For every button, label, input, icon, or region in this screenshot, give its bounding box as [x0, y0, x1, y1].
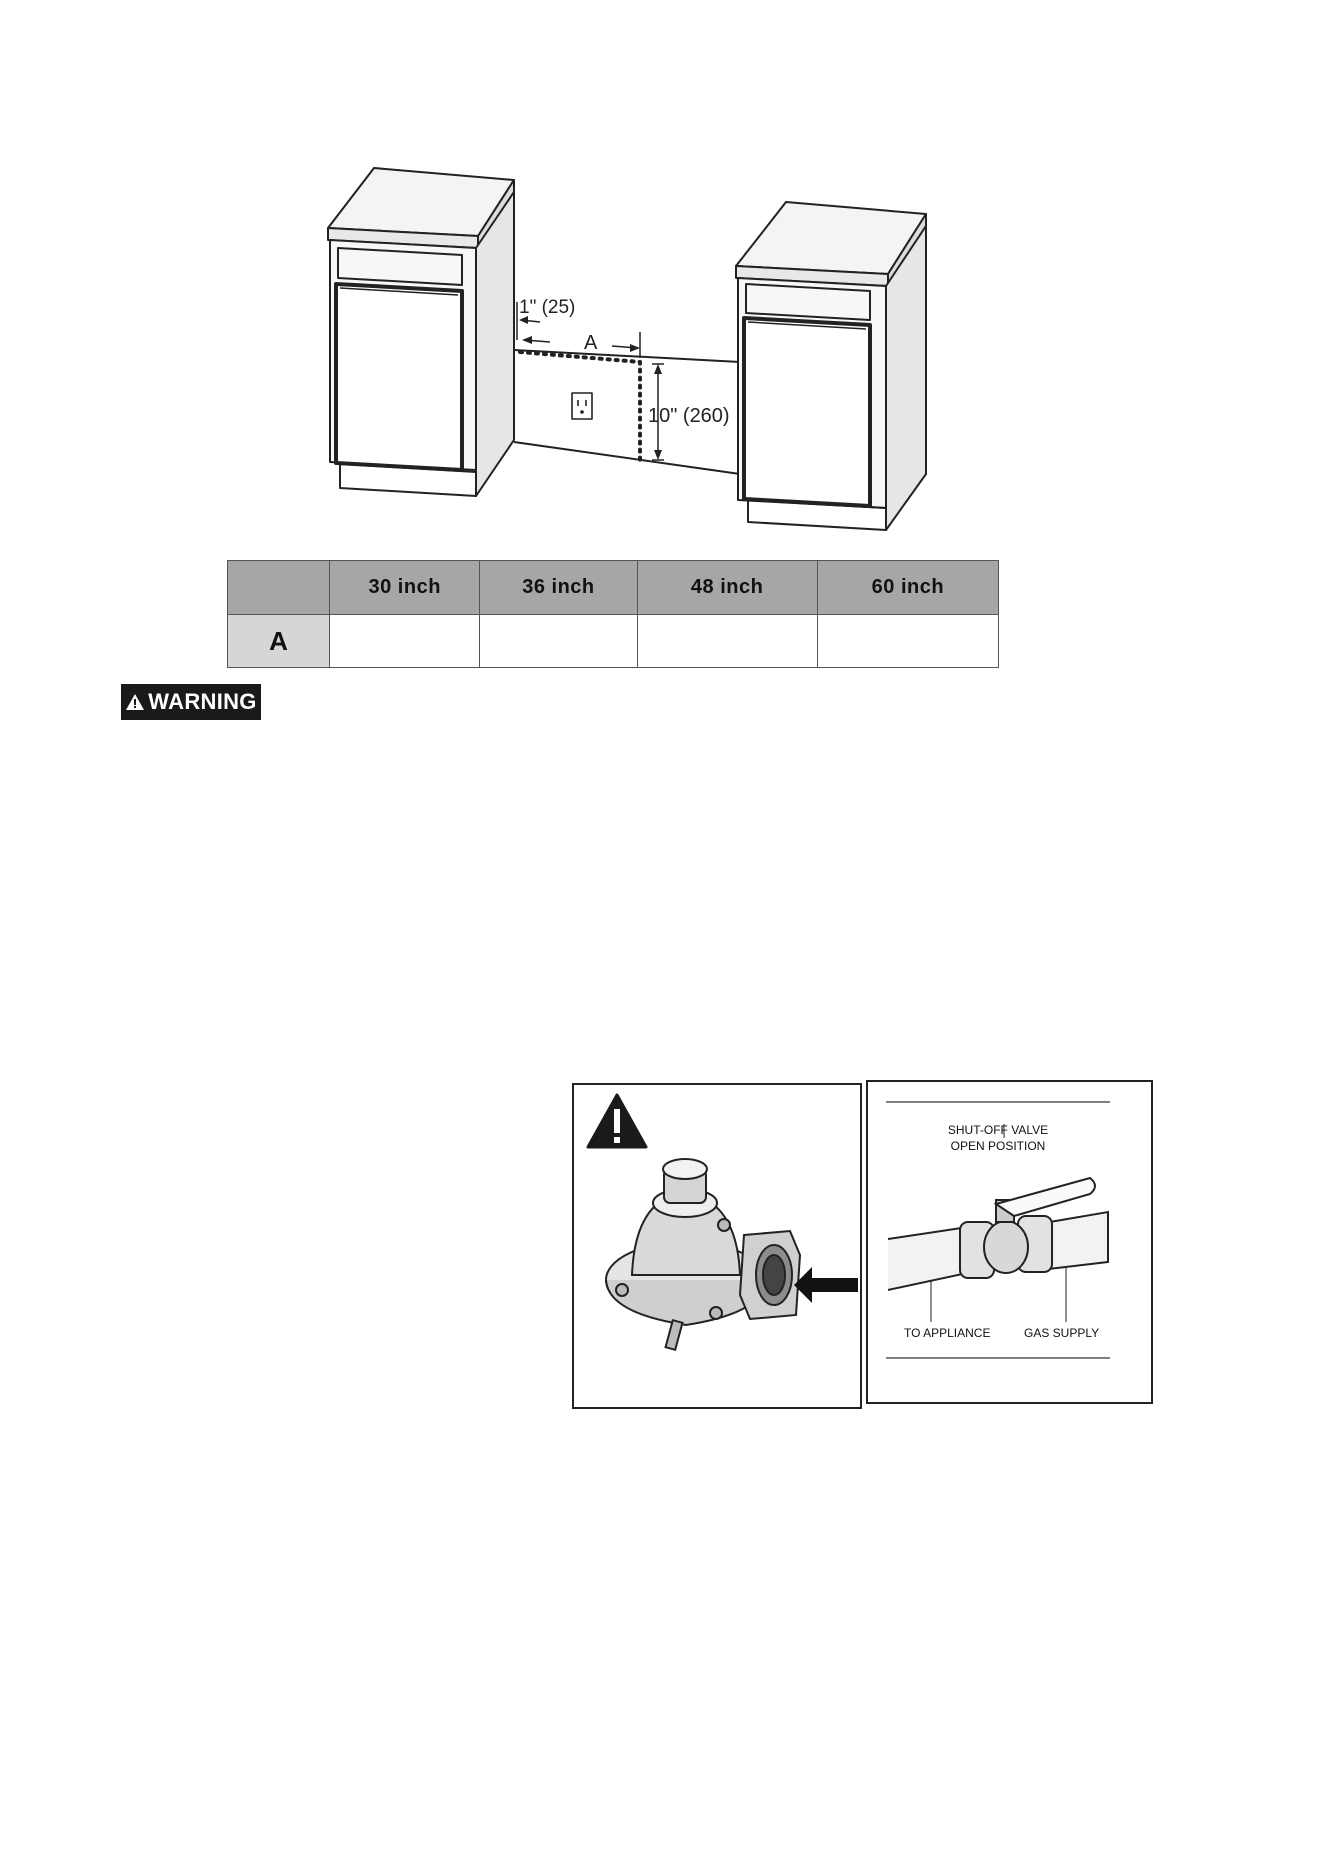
warning-triangle-icon [125, 693, 145, 711]
height-clearance-label: 10" (260) [648, 405, 730, 427]
warning-label: WARNING [148, 689, 257, 714]
inlet-arrow-icon [794, 1267, 858, 1303]
shutoff-valve-figure [866, 1080, 1153, 1404]
gas-supply-label: GAS SUPPLY [1024, 1326, 1100, 1340]
valve-title-line1: SHUT-OFF VALVE [947, 1123, 1049, 1137]
table-header-30-inch: 30 inch [330, 561, 480, 615]
table-row-label: A [228, 615, 330, 668]
table-cell [817, 615, 998, 668]
regulator-illustration [574, 1085, 860, 1407]
width-dimension-label: A [584, 332, 598, 354]
valve-pipe-icon [888, 1178, 1108, 1290]
table-cell [480, 615, 637, 668]
caution-triangle-icon [588, 1095, 646, 1147]
table-cell [637, 615, 817, 668]
valve-title-line2: OPEN POSITION [950, 1139, 1046, 1153]
gas-regulator-icon [606, 1159, 800, 1350]
table-header-60-inch: 60 inch [817, 561, 998, 615]
table-header-row [228, 561, 999, 615]
cabinet-clearance-diagram [300, 150, 1060, 540]
table-header-36-inch: 36 inch [480, 561, 637, 615]
right-cabinet [736, 202, 926, 530]
regulator-figure [572, 1083, 862, 1409]
table-cell [330, 615, 480, 668]
electrical-outlet-icon [572, 393, 592, 419]
table-header-corner [228, 561, 330, 615]
to-appliance-label: TO APPLIANCE [904, 1326, 991, 1340]
side-clearance-label: 1" (25) [519, 297, 576, 318]
warning-badge [121, 684, 261, 720]
table-header-48-inch: 48 inch [637, 561, 817, 615]
table-row [228, 615, 999, 668]
left-cabinet [328, 168, 514, 496]
width-dimension-table [227, 560, 999, 668]
